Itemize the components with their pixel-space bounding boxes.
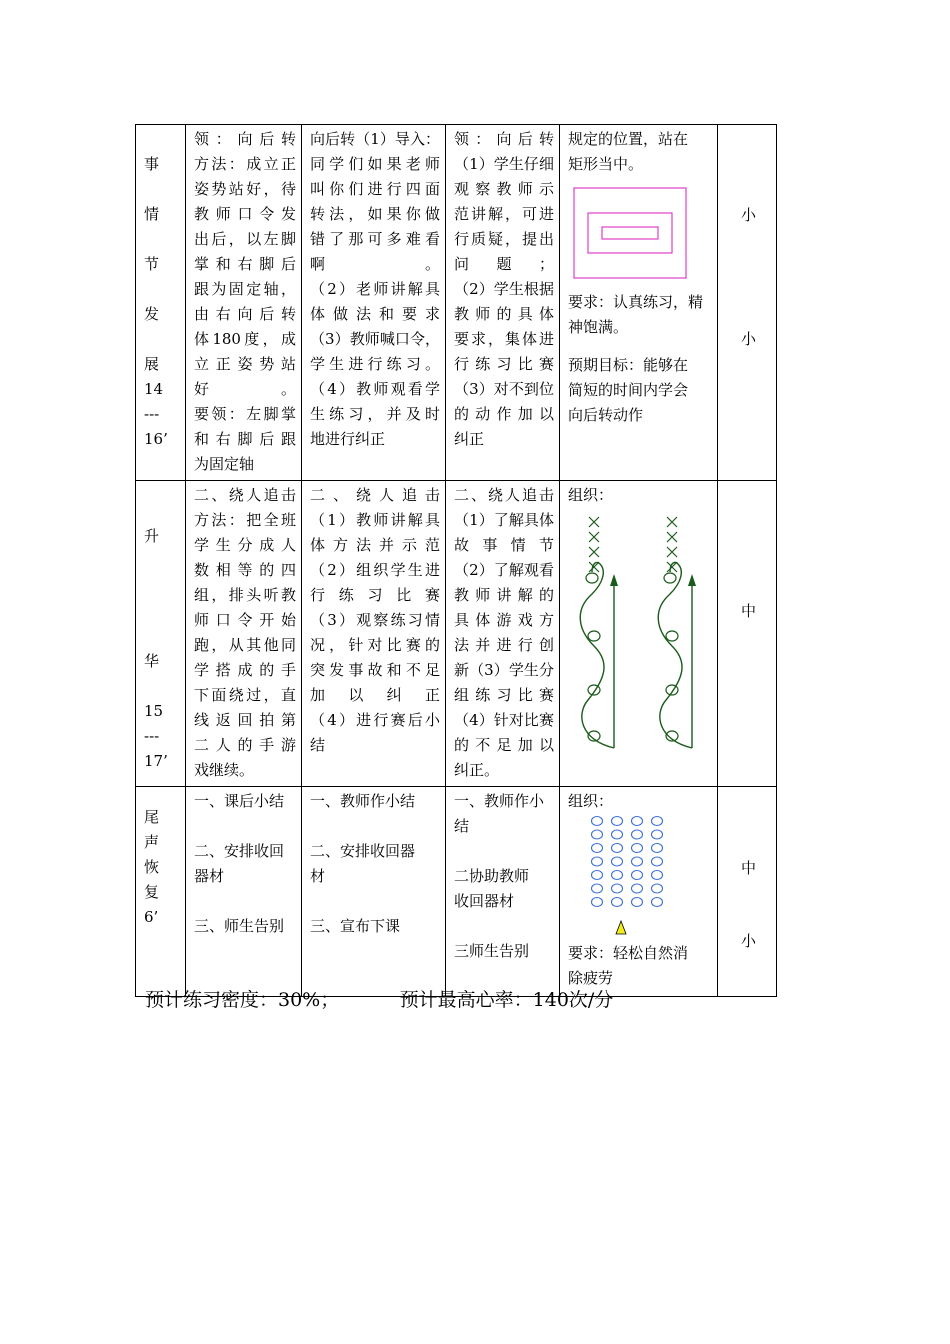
text-line: 预期目标：能够在: [568, 356, 689, 374]
text-line: 教师讲解的: [454, 586, 554, 604]
text-line: 故事情节: [454, 536, 554, 554]
student-circle-icon: [612, 898, 623, 907]
text-line: （2）老师讲解具: [310, 280, 440, 298]
weaving-run-paths: [580, 562, 696, 748]
teacher-cell: [302, 125, 446, 481]
student-circle-icon: [652, 884, 663, 893]
text-line: （2）了解观看: [454, 561, 554, 579]
text-line: 发: [144, 305, 160, 323]
text-line: 地进行纠正: [310, 430, 386, 448]
practice-density: 预计练习密度：30%；: [145, 989, 340, 1011]
student-cell: [446, 481, 560, 787]
text-line: [310, 814, 440, 839]
text-line: 三、宣布下课: [310, 917, 401, 935]
text-line: 组，排头听教: [194, 586, 296, 604]
text-line: 升: [144, 527, 160, 545]
text-line: 事: [144, 155, 160, 173]
student-circle-icon: [632, 844, 643, 853]
student-circle-icon: [592, 898, 603, 907]
text-line: 况，针对比赛的: [310, 636, 440, 654]
student-circle-markers: [592, 817, 663, 907]
text-line: （3）观察练习情: [310, 611, 440, 629]
text-line: 线返回拍第: [194, 711, 296, 729]
lesson-plan-table: [135, 124, 777, 997]
student-circle-icon: [652, 857, 663, 866]
student-circle-icon: [632, 884, 643, 893]
text-line: 声: [144, 833, 160, 851]
text-line: 叫你们进行四面: [310, 180, 440, 198]
arrow-up-icon: [688, 574, 696, 586]
text-line: 师口令开始: [194, 611, 296, 629]
text-line: [144, 549, 180, 574]
student-cell: [446, 787, 560, 997]
student-circle-icon: [588, 685, 600, 695]
text-line: [310, 889, 440, 914]
student-circle-icon: [612, 830, 623, 839]
student-circle-icon: [632, 898, 643, 907]
text-line: 节: [144, 255, 160, 273]
text-line: [144, 674, 180, 699]
text-line: 尾: [144, 808, 160, 826]
intensity-label: 中: [740, 602, 756, 620]
text-line: [144, 277, 180, 302]
student-circle-icon: [632, 857, 643, 866]
text-line: 器材: [194, 867, 225, 885]
text-line: 二、绕人追击: [310, 486, 440, 504]
text-line: 纠正。: [454, 761, 500, 779]
text-line: 三、师生告别: [194, 917, 285, 935]
text-line: 一、教师作小结: [310, 792, 416, 810]
organization-cell: [560, 787, 718, 997]
student-circle-icon: [652, 830, 663, 839]
student-circle-icon: [592, 871, 603, 880]
text-line: 新（3）学生分: [454, 661, 554, 679]
text-line: 体方法并示范: [310, 536, 440, 554]
text-line: 要领：左脚掌: [194, 405, 296, 423]
text-line: 方法：成立正: [194, 155, 296, 173]
text-line: 学生分成人: [194, 536, 296, 554]
text-line: （1）教师讲解具: [310, 511, 440, 529]
text-line: 和右脚后跟: [194, 430, 296, 448]
text-line: 要求：认真练习，精: [568, 293, 704, 311]
text-line: 的动作加以: [454, 405, 554, 423]
text-line: 教师的具体: [454, 305, 554, 323]
rectangle-formation-diagram: [573, 187, 693, 287]
text-line: 出后，以左脚: [194, 230, 296, 248]
text-line: 15: [144, 702, 164, 720]
student-circle-icon: [632, 871, 643, 880]
text-line: 领：向后转: [454, 130, 554, 148]
teacher-cell: [302, 481, 446, 787]
text-line: 材: [310, 867, 326, 885]
lesson-footer: [145, 985, 613, 1012]
text-line: 行质疑，提出: [454, 230, 554, 248]
text-line: 要求：轻松自然消: [568, 944, 689, 962]
intensity-cell: [718, 481, 777, 787]
text-line: 立正姿势站: [194, 355, 296, 373]
student-circle-icon: [652, 871, 663, 880]
student-circle-icon: [592, 817, 603, 826]
max-heart-rate: 预计最高心率：140次/分: [399, 989, 614, 1011]
arrow-up-icon: [610, 574, 618, 586]
text-line: 结: [454, 817, 470, 835]
text-line: 跑，从其他同: [194, 636, 296, 654]
organization-label: 组织：: [568, 792, 614, 810]
text-line: 跟为固定轴，: [194, 280, 296, 298]
student-circle-icon: [612, 871, 623, 880]
text-line: 除疲劳: [568, 969, 614, 987]
text-line: [144, 327, 180, 352]
table-row: [136, 481, 777, 787]
student-circle-icon: [666, 685, 678, 695]
text-line: 范讲解，可进: [454, 205, 554, 223]
text-line: （2）学生根据: [454, 280, 554, 298]
text-line: 16’: [144, 430, 168, 448]
text-line: 矩形当中。: [568, 155, 644, 173]
organization-cell: [560, 481, 718, 787]
content-cell: [186, 481, 302, 787]
student-circle-icon: [666, 631, 678, 641]
text-line: （3）教师喊口令，: [310, 330, 440, 348]
text-line: 体做法和要求: [310, 305, 440, 323]
cross-icon: [589, 517, 599, 527]
student-circle-icon: [652, 844, 663, 853]
text-line: 展: [144, 355, 160, 373]
text-line: 体180度，成: [194, 330, 296, 348]
student-circle-icon: [612, 857, 623, 866]
closing-formation-diagram: [568, 811, 708, 941]
student-cell: [446, 125, 560, 481]
text-line: [144, 624, 180, 649]
text-line: 二、绕人追击: [454, 486, 554, 504]
text-line: 纠正: [454, 430, 485, 448]
teacher-marker-icon: [616, 921, 626, 934]
intensity-label: 小: [740, 206, 756, 224]
text-line: 同学们如果老师: [310, 155, 440, 173]
student-circle-icon: [652, 898, 663, 907]
text-line: ---: [144, 727, 160, 745]
text-line: 14: [144, 380, 164, 398]
text-line: [144, 599, 180, 624]
teacher-cell: [302, 787, 446, 997]
text-line: 二人的手游: [194, 736, 296, 754]
text-line: 17’: [144, 752, 168, 770]
text-line: 6’: [144, 908, 159, 926]
text-line: 二、绕人追击: [194, 486, 296, 504]
text-line: 行练习比赛: [310, 586, 440, 604]
text-line: 生练习，并及时: [310, 405, 440, 423]
text-line: （1）了解具体: [454, 511, 554, 529]
stage-cell: [136, 481, 186, 787]
text-line: 行练习比赛: [454, 355, 554, 373]
text-line: （3）对不到位: [454, 380, 554, 398]
text-line: 一、课后小结: [194, 792, 285, 810]
content-cell: [186, 787, 302, 997]
intensity-cell: [718, 787, 777, 997]
student-circle-icon: [652, 817, 663, 826]
table-row: [136, 787, 777, 997]
text-line: 华: [144, 652, 160, 670]
text-line: （4）进行赛后小: [310, 711, 440, 729]
text-line: 方法：把全班: [194, 511, 296, 529]
text-line: 具体游戏方: [454, 611, 554, 629]
student-circle-icon: [588, 631, 600, 641]
table-row: [136, 125, 777, 481]
text-line: [144, 227, 180, 252]
stage-cell: [136, 125, 186, 481]
text-line: 掌和右脚后: [194, 255, 296, 273]
cross-icon: [667, 547, 677, 557]
organization-label: 组织：: [568, 486, 614, 504]
text-line: 恢: [144, 858, 160, 876]
text-line: [144, 177, 180, 202]
text-line: 向后转动作: [568, 406, 644, 424]
text-line: 结: [310, 736, 326, 754]
text-line: 领：向后转: [194, 130, 296, 148]
student-circle-icon: [586, 573, 598, 583]
cross-icon: [589, 547, 599, 557]
text-line: 收回器材: [454, 892, 515, 910]
text-line: 二协助教师: [454, 867, 530, 885]
text-line: 要求，集体进: [454, 330, 554, 348]
student-cross-markers: [589, 517, 677, 572]
intensity-cell: [718, 125, 777, 481]
student-circle-icon: [592, 884, 603, 893]
cross-icon: [667, 532, 677, 542]
text-line: 观察教师示: [454, 180, 554, 198]
run-path: [580, 562, 614, 748]
run-path: [658, 562, 692, 748]
text-line: ---: [144, 405, 160, 423]
text-line: 一、教师作小: [454, 792, 545, 810]
text-line: 数相等的四: [194, 561, 296, 579]
text-line: [454, 914, 554, 939]
text-line: [144, 574, 180, 599]
text-line: 组练习比赛: [454, 686, 554, 704]
student-circle-icon: [612, 884, 623, 893]
intensity-label: 小: [740, 330, 756, 348]
text-line: 情: [144, 205, 160, 223]
text-line: 二、安排收回器: [310, 842, 416, 860]
text-line: 的不足加以: [454, 736, 554, 754]
text-line: 由右向后转: [194, 305, 296, 323]
text-line: 三师生告别: [454, 942, 530, 960]
text-line: 下面绕过，直: [194, 686, 296, 704]
text-line: （2）组织学生进: [310, 561, 440, 579]
student-circle-icon: [592, 844, 603, 853]
text-line: 简短的时间内学会: [568, 381, 689, 399]
stage-cell: [136, 787, 186, 997]
text-line: [194, 814, 296, 839]
student-circle-icon: [632, 817, 643, 826]
text-line: 法并进行创: [454, 636, 554, 654]
student-circle-icon: [592, 830, 603, 839]
text-line: 复: [144, 883, 160, 901]
student-circle-icon: [664, 573, 676, 583]
relay-chase-diagram: [570, 514, 718, 754]
text-line: 神饱满。: [568, 318, 629, 336]
text-line: 姿势站好，待: [194, 180, 296, 198]
content-cell: [186, 125, 302, 481]
text-line: 向后转（1）导入：: [310, 130, 440, 148]
text-line: 错了那可多难看: [310, 230, 440, 248]
text-line: 戏继续。: [194, 761, 255, 779]
cross-icon: [667, 517, 677, 527]
text-line: 为固定轴: [194, 455, 255, 473]
student-circle-icon: [632, 830, 643, 839]
text-line: 好。: [194, 380, 296, 398]
text-line: 二、安排收回: [194, 842, 285, 860]
text-line: 转法，如果你做: [310, 205, 440, 223]
text-line: 加以纠正: [310, 686, 440, 704]
text-line: （4）教师观看学: [310, 380, 440, 398]
text-line: 学生进行练习。: [310, 355, 440, 373]
organization-cell: [560, 125, 718, 481]
text-line: [454, 839, 554, 864]
intensity-label: 中: [740, 859, 756, 877]
text-line: 突发事故和不足: [310, 661, 440, 679]
intensity-label: 小: [740, 932, 756, 950]
text-line: 教师口令发: [194, 205, 296, 223]
student-circle-icon: [612, 817, 623, 826]
cross-icon: [589, 532, 599, 542]
student-circle-icon: [612, 844, 623, 853]
text-line: 问题；: [454, 255, 554, 273]
text-line: （1）学生仔细: [454, 155, 554, 173]
text-line: （4）针对比赛: [454, 711, 554, 729]
text-line: 规定的位置，站在: [568, 130, 689, 148]
text-line: 啊。: [310, 255, 440, 273]
text-line: 学搭成的手: [194, 661, 296, 679]
student-circle-icon: [592, 857, 603, 866]
text-line: [194, 889, 296, 914]
